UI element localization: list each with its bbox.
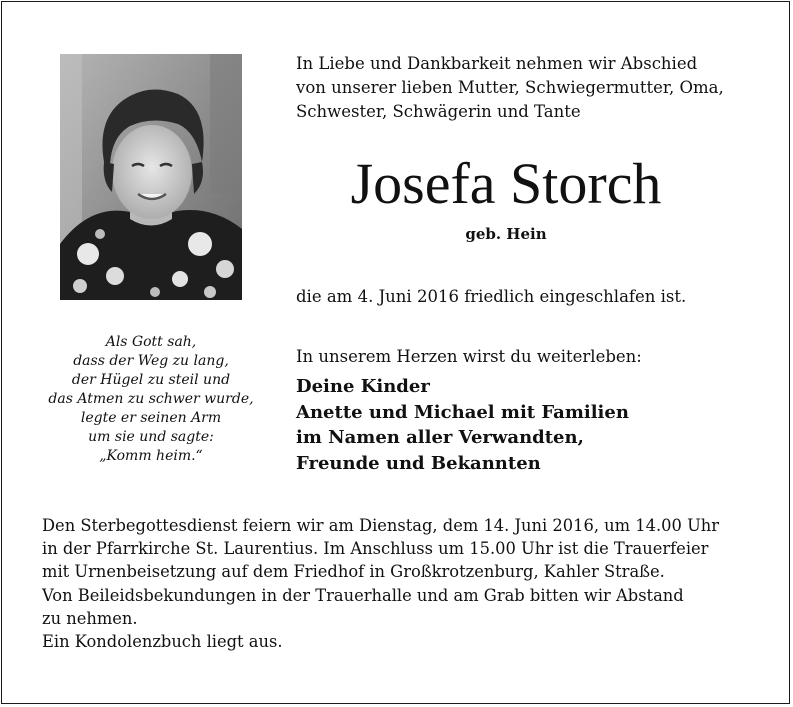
- intro-line: In Liebe und Dankbarkeit nehmen wir Abschied: [296, 54, 698, 73]
- service-details: [42, 514, 762, 653]
- poem: [30, 333, 272, 466]
- poem-line: das Atmen zu schwer wurde,: [48, 391, 254, 407]
- intro-line: Schwester, Schwägerin und Tante: [296, 102, 581, 121]
- poem-line: dass der Weg zu lang,: [73, 353, 229, 369]
- service-line: zu nehmen.: [42, 608, 138, 628]
- portrait-photo-icon: [60, 54, 242, 300]
- mourner-line: im Namen aller Verwandten,: [296, 427, 584, 448]
- poem-line: „Komm heim.“: [99, 448, 203, 464]
- death-notice: die am 4. Juni 2016 friedlich eingeschlafen ist.: [296, 287, 687, 306]
- mourner-line: Freunde und Bekannten: [296, 452, 541, 474]
- service-line: Ein Kondolenzbuch liegt aus.: [42, 632, 283, 652]
- poem-line: legte er seinen Arm: [80, 410, 222, 426]
- service-line: Den Sterbegottesdienst feiern wir am Dienstag, dem 14. Juni 2016, um 14.00 Uhr: [42, 516, 720, 535]
- mourner-line: Anette und Michael mit Familien: [296, 401, 629, 423]
- poem-line: der Hügel zu steil und: [71, 372, 231, 388]
- service-line: mit Urnenbeisetzung auf dem Friedhof in Großkrotzenburg, Kahler Straße.: [42, 562, 665, 582]
- intro-text: [296, 52, 766, 124]
- service-line: Von Beileidsbekundungen in der Trauerhalle und am Grab bitten wir Abstand: [42, 585, 684, 605]
- poem-line: Als Gott sah,: [105, 334, 197, 350]
- poem-line: um sie und sagte:: [88, 429, 214, 445]
- remembrance-line: In unserem Herzen wirst du weiterleben:: [296, 347, 642, 366]
- service-line: in der Pfarrkirche St. Laurentius. Im Anschluss um 15.00 Uhr ist die Trauerfeier: [42, 539, 709, 559]
- deceased-name: Josefa Storch: [350, 151, 662, 216]
- mourners-list: [296, 374, 766, 476]
- intro-line: von unserer lieben Mutter, Schwiegermutter, Oma,: [296, 78, 724, 97]
- birth-name: geb. Hein: [465, 225, 547, 243]
- mourner-line: Deine Kinder: [296, 376, 430, 397]
